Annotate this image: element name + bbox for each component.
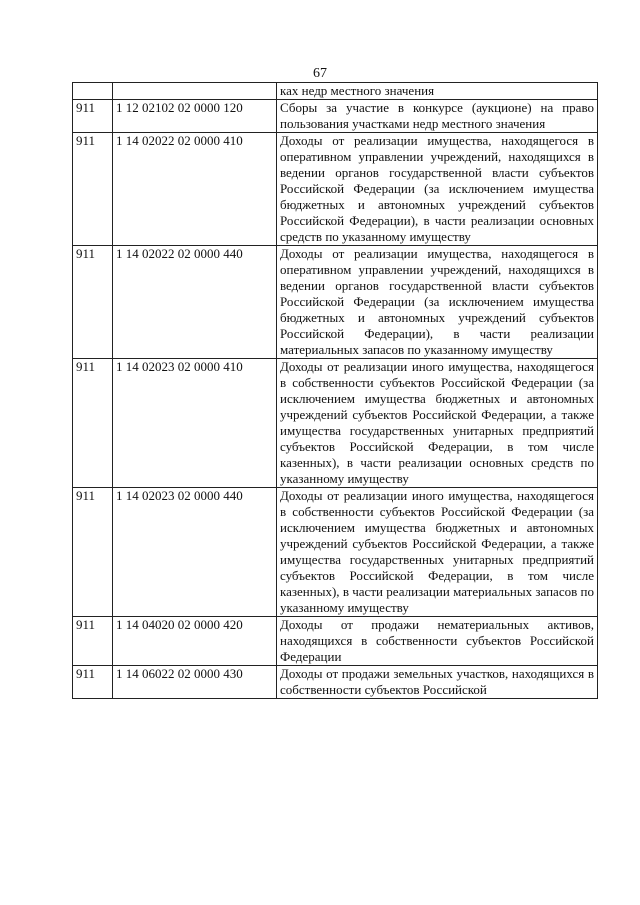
admin-code-cell: 911 [73,359,113,488]
revenue-name-cell: Доходы от реализации иного имущества, находящегося в собственности субъектов Российской Федерации (за исключением имущества бюджетных и автономных учреждений субъектов Российской Федерации, а также имущества государственных унитарных предприятий субъектов Российской Федерации, в том числе казенных), в части реализации основных средств по указанному имуществу [277,359,598,488]
revenue-name-cell: Доходы от продажи нематериальных активов, находящихся в собственности субъектов Российской Федерации [277,617,598,666]
budget-code-cell: 1 14 02022 02 0000 440 [113,246,277,359]
revenue-name-cell: Доходы от продажи земельных участков, находящихся в собственности субъектов Российской [277,666,598,699]
budget-code-cell: 1 14 06022 02 0000 430 [113,666,277,699]
page-number: 67 [313,66,327,81]
admin-code-cell: 911 [73,133,113,246]
table-row [73,617,598,666]
table-row [73,133,598,246]
admin-code-cell [73,83,113,100]
budget-code-cell: 1 12 02102 02 0000 120 [113,100,277,133]
revenue-name-cell: ках недр местного значения [277,83,598,100]
budget-code-cell: 1 14 02022 02 0000 410 [113,133,277,246]
table-row [73,666,598,699]
table-row-continuation [73,83,598,100]
budget-code-cell: 1 14 04020 02 0000 420 [113,617,277,666]
revenue-codes-table [72,82,598,699]
revenue-name-cell: Доходы от реализации имущества, находящегося в оперативном управлении учреждений, находящихся в ведении органов государственной власти субъектов Российской Федерации (за исключением имущества бюджетных и автономных учреждений субъектов Российской Федерации), в части реализации материальных запасов по указанному имуществу [277,246,598,359]
admin-code-cell: 911 [73,100,113,133]
revenue-name-cell: Доходы от реализации иного имущества, находящегося в собственности субъектов Российской Федерации (за исключением имущества бюджетных и автономных учреждений субъектов Российской Федерации, а также имущества государственных унитарных предприятий субъектов Российской Федерации, в том числе казенных), в части реализации материальных запасов по указанному имуществу [277,488,598,617]
admin-code-cell: 911 [73,246,113,359]
budget-code-cell [113,83,277,100]
revenue-name-cell: Сборы за участие в конкурсе (аукционе) на право пользования участками недр местного значения [277,100,598,133]
budget-code-cell: 1 14 02023 02 0000 410 [113,359,277,488]
table-row [73,246,598,359]
admin-code-cell: 911 [73,488,113,617]
table-row [73,359,598,488]
revenue-name-cell: Доходы от реализации имущества, находящегося в оперативном управлении учреждений, находящихся в ведении органов государственной власти субъектов Российской Федерации (за исключением имущества бюджетных и автономных учреждений субъектов Российской Федерации), в части реализации основных средств по указанному имуществу [277,133,598,246]
budget-code-cell: 1 14 02023 02 0000 440 [113,488,277,617]
table-row [73,488,598,617]
admin-code-cell: 911 [73,666,113,699]
admin-code-cell: 911 [73,617,113,666]
table-row [73,100,598,133]
